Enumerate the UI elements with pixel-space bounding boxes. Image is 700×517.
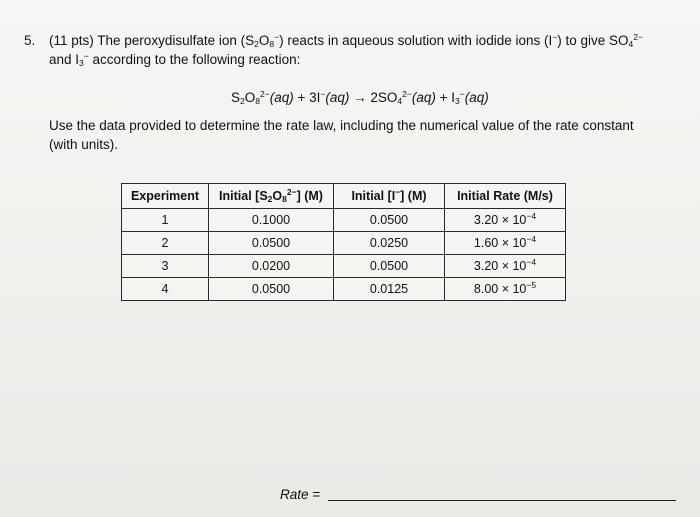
reactant-iodide: 3I−(aq) xyxy=(309,89,350,105)
cell-s2o8: 0.0200 xyxy=(209,255,334,278)
question-points: (11 pts) xyxy=(49,33,94,48)
cell-exp: 3 xyxy=(122,255,209,278)
cell-rate: $3.20 \times 10^{-4}$ xyxy=(445,255,566,278)
header-experiment: Experiment xyxy=(122,184,209,209)
cell-s2o8: 0.0500 xyxy=(209,278,334,301)
formula-iodide: I− xyxy=(548,32,558,48)
cell-iodide: 0.0250 xyxy=(334,232,445,255)
cell-rate: $3.20 \times 10^{-4}$ xyxy=(445,209,566,232)
reaction-equation: $S_2O_8^{2-}(aq) + 3I^-(aq) \to 2SO_4^{2-}(aq) + I_3^-(aq)$ xyxy=(231,89,489,106)
table-row xyxy=(122,209,566,232)
table-header-row xyxy=(122,184,566,209)
question-number: 5. xyxy=(24,33,36,48)
formula-so4: $SO_4^{2-}$ xyxy=(609,32,643,49)
product-i3: $I_3^-(aq)$ xyxy=(451,89,489,106)
table-row xyxy=(122,232,566,255)
cell-iodide: 0.0125 xyxy=(334,278,445,301)
formula-i3: $I_3^-$ xyxy=(75,51,89,68)
cell-exp: 2 xyxy=(122,232,209,255)
cell-exp: 4 xyxy=(122,278,209,301)
cell-iodide: 0.0500 xyxy=(334,209,445,232)
rate-answer-line[interactable] xyxy=(328,500,676,501)
reactant-s2o8: $S_2O_8^{2-}(aq)$ xyxy=(231,89,294,106)
rate-answer-label: Rate = xyxy=(280,487,321,502)
question-intro-line1 xyxy=(49,33,643,48)
product-so4: $2SO_4^{2-}(aq)$ xyxy=(370,89,436,106)
cell-rate: $8.00 \times 10^{-5}$ xyxy=(445,278,566,301)
rate-data-table xyxy=(121,183,566,301)
intro-line2-b: according to the following reaction: xyxy=(88,52,301,67)
cell-s2o8: 0.1000 xyxy=(209,209,334,232)
formula-s2o8: $S_2O_8^-$ xyxy=(245,32,280,49)
intro-text-b: ) reacts in aqueous solution with iodide ions ( xyxy=(279,33,549,48)
question-intro-line2 xyxy=(49,52,300,67)
intro-line2-a: and xyxy=(49,52,76,67)
header-s2o8: Initial $[S_2O_8^{2-}]$ (M) xyxy=(209,184,334,209)
header-iodide: Initial [I−] (M) xyxy=(334,184,445,209)
cell-exp: 1 xyxy=(122,209,209,232)
reaction-arrow: → xyxy=(349,90,371,105)
table-row xyxy=(122,255,566,278)
cell-s2o8: 0.0500 xyxy=(209,232,334,255)
cell-rate: $1.60 \times 10^{-4}$ xyxy=(445,232,566,255)
instruction-line2: (with units). xyxy=(49,137,119,152)
header-rate: Initial Rate (M/s) xyxy=(445,184,566,209)
cell-iodide: 0.0500 xyxy=(334,255,445,278)
instruction-line1: Use the data provided to determine the rate law, including the numerical value of the rate constant xyxy=(49,118,634,133)
intro-text-c: ) to give xyxy=(557,33,609,48)
table-row xyxy=(122,278,566,301)
intro-text-a: The peroxydisulfate ion ( xyxy=(97,33,246,48)
